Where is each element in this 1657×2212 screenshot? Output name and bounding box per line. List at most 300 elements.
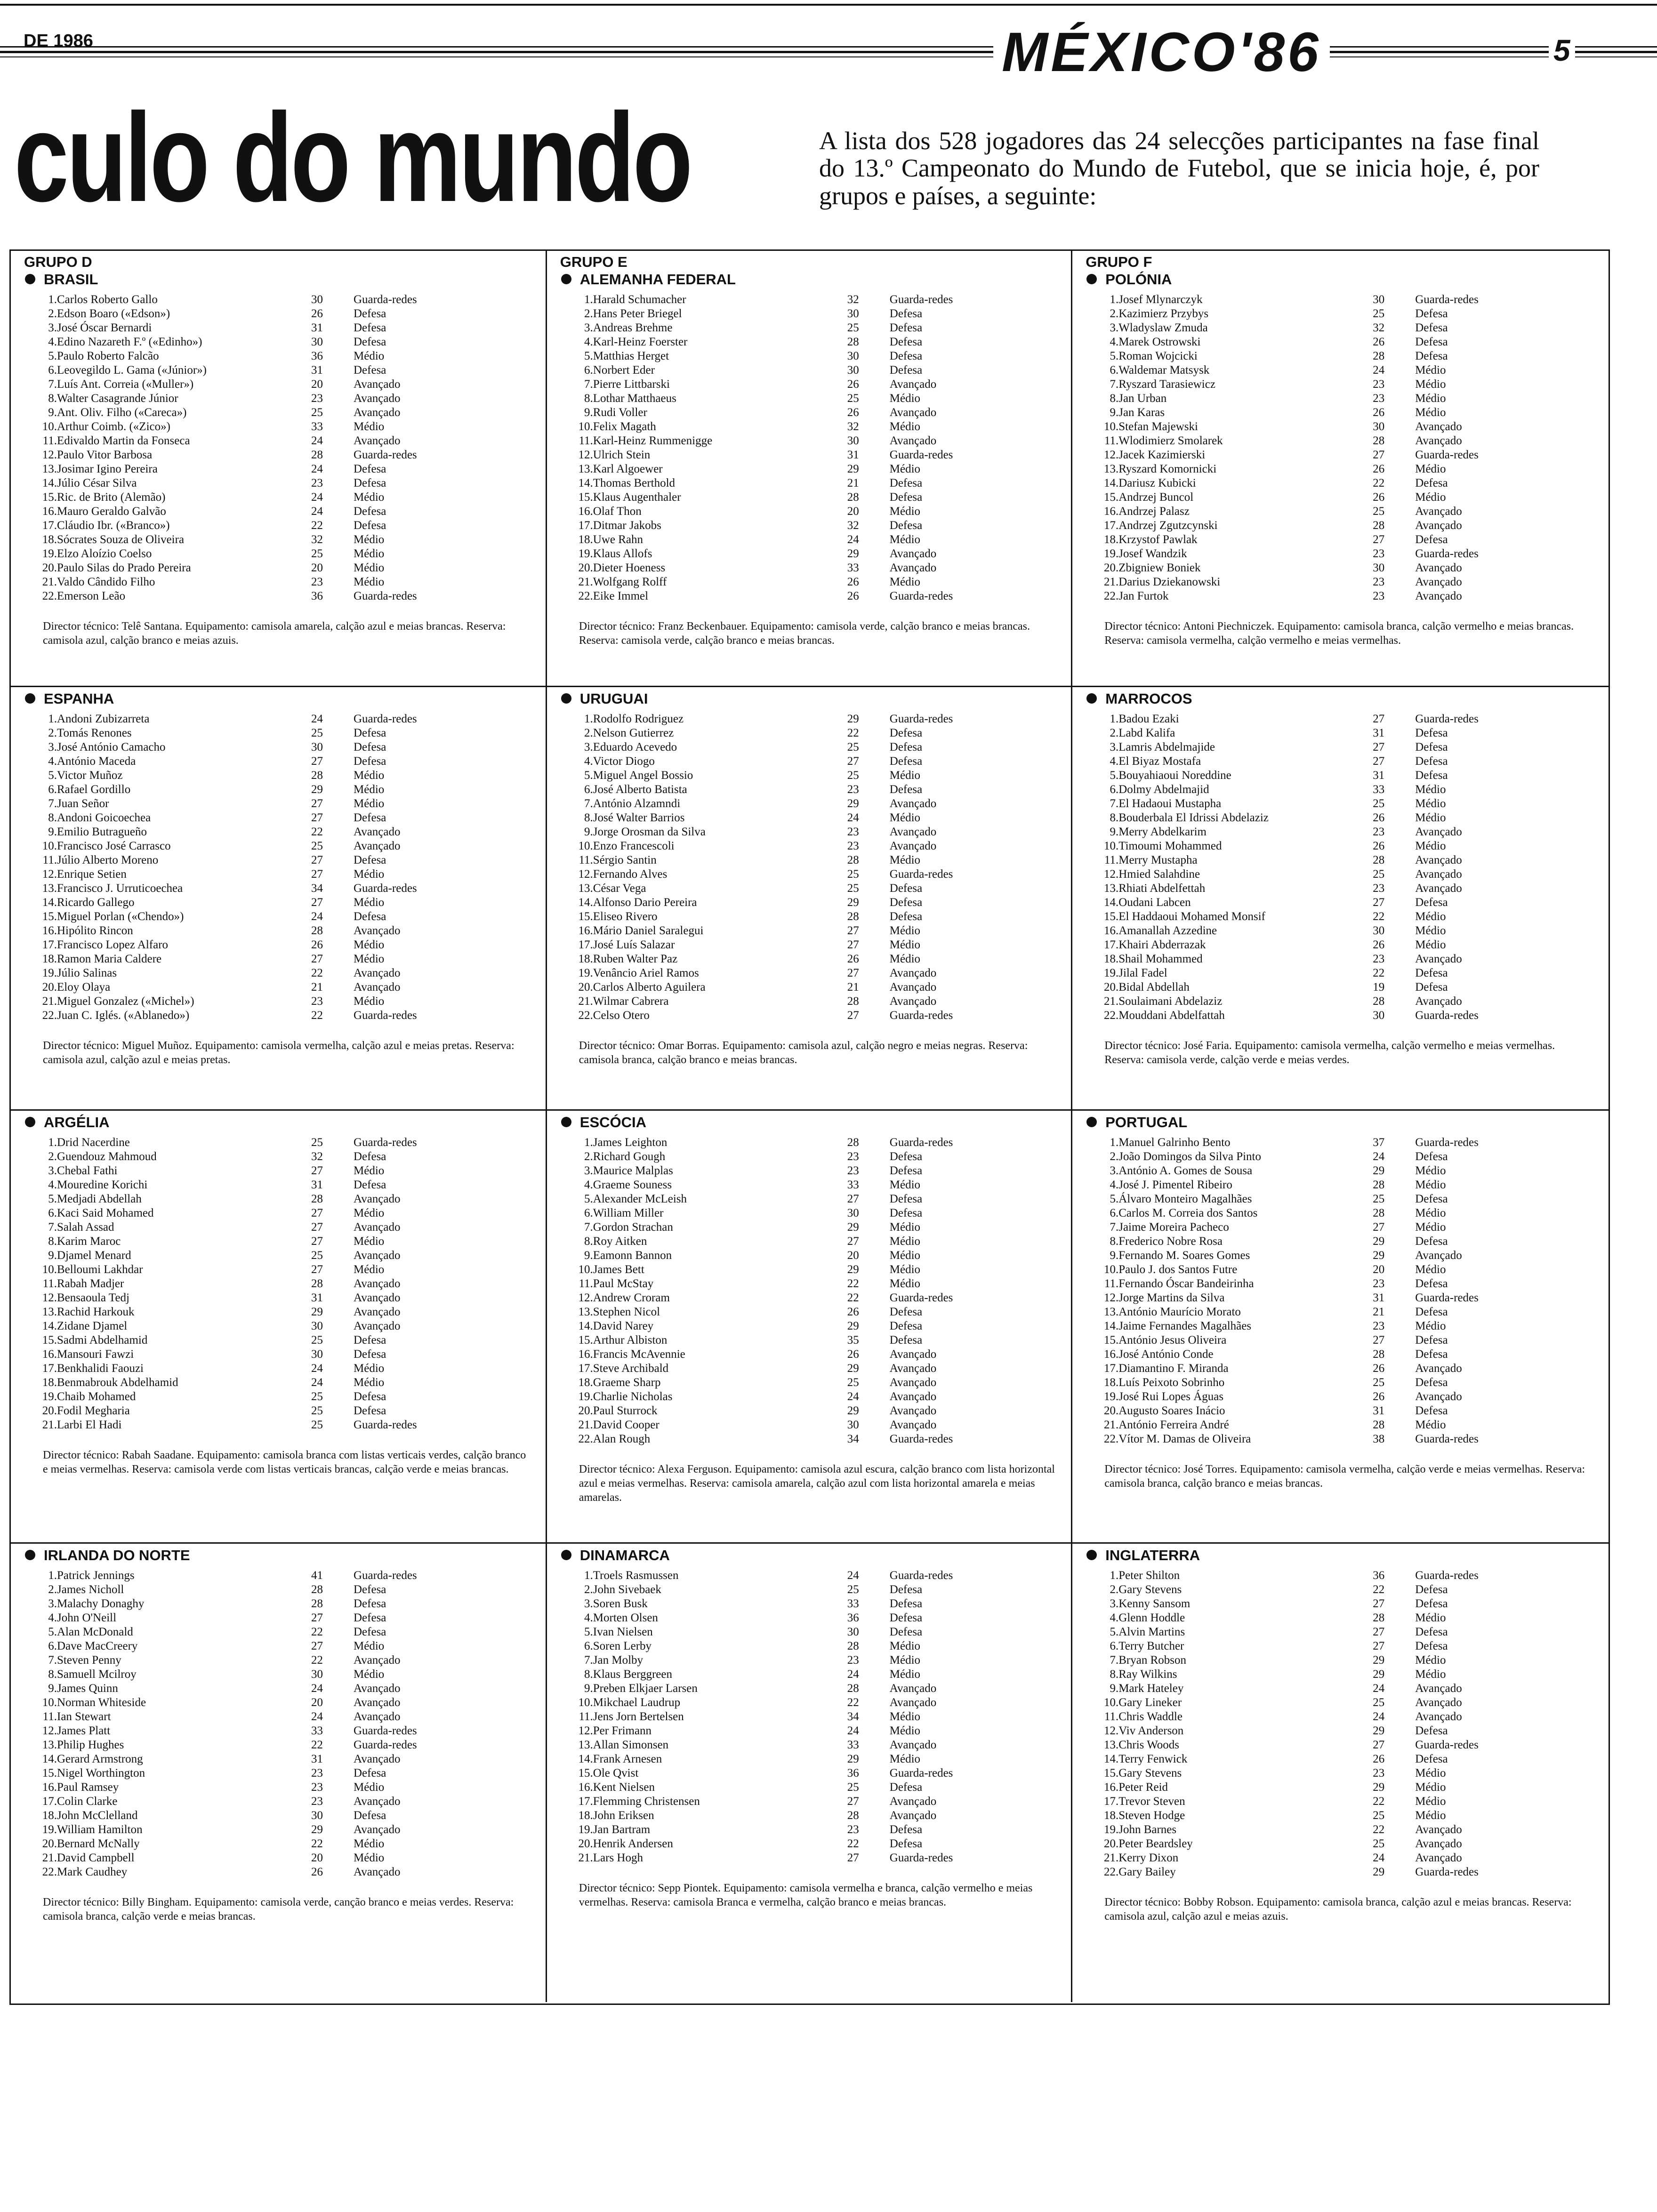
player-number: 17. — [1103, 1362, 1119, 1375]
player-row — [24, 1404, 533, 1418]
player-age: 31 — [311, 321, 323, 334]
player-position: Médio — [1415, 1419, 1446, 1432]
player-row — [560, 1625, 1059, 1639]
player-row — [560, 1432, 1059, 1446]
player-name: Mark Caudhey — [57, 1866, 128, 1879]
player-position: Guarda-redes — [354, 1569, 417, 1582]
player-row — [560, 1234, 1059, 1249]
player-row — [24, 392, 533, 406]
player-number: 10. — [578, 1263, 593, 1276]
player-position: Defesa — [889, 307, 923, 320]
player-age: 29 — [847, 713, 859, 726]
player-position: Guarda-redes — [889, 448, 953, 461]
player-row — [24, 867, 533, 882]
player-row — [24, 434, 533, 448]
player-position: Defesa — [1415, 1306, 1448, 1319]
player-name: Badou Ezaki — [1118, 713, 1179, 726]
player-name: John McClelland — [57, 1809, 138, 1822]
player-name: Allan Simonsen — [593, 1739, 669, 1752]
player-row — [24, 994, 533, 1009]
player-row — [24, 1780, 533, 1795]
player-age: 25 — [847, 868, 859, 881]
team-box — [11, 1544, 547, 2002]
player-row — [1086, 1710, 1596, 1724]
player-row — [1086, 1418, 1596, 1432]
player-number: 13. — [578, 462, 593, 475]
player-row — [24, 1376, 533, 1390]
player-row — [24, 1305, 533, 1319]
player-age: 24 — [847, 811, 859, 825]
player-row — [1086, 867, 1596, 882]
player-name: José Luís Salazar — [593, 938, 675, 952]
player-name: Terry Butcher — [1118, 1640, 1184, 1653]
player-number: 3. — [48, 1164, 57, 1178]
player-age: 27 — [847, 938, 859, 952]
country-name: ESCÓCIA — [579, 1114, 647, 1130]
player-position: Defesa — [1415, 1334, 1448, 1347]
player-row — [1086, 1220, 1596, 1234]
player-name: Frederico Nobre Rosa — [1118, 1235, 1223, 1248]
player-age: 30 — [847, 307, 859, 320]
player-name: Emerson Leão — [57, 589, 126, 602]
player-row — [1086, 825, 1596, 839]
player-age: 27 — [311, 1611, 323, 1625]
player-name: El Biyaz Mostafa — [1118, 755, 1201, 768]
player-position: Avançado — [889, 1362, 937, 1375]
player-number: 3. — [48, 741, 57, 754]
player-name: António Maurício Morato — [1118, 1306, 1241, 1319]
player-position: Avançado — [354, 1291, 401, 1305]
player-position: Avançado — [354, 1866, 401, 1879]
player-age: 28 — [847, 1809, 859, 1822]
player-position: Defesa — [889, 349, 923, 362]
player-age: 31 — [311, 1753, 323, 1766]
player-name: Uwe Rahn — [593, 533, 643, 546]
player-position: Avançado — [354, 1320, 401, 1333]
player-position: Médio — [1415, 938, 1446, 952]
player-age: 23 — [847, 840, 859, 853]
player-row — [24, 754, 533, 769]
player-name: Paulo Silas do Prado Pereira — [57, 561, 191, 574]
player-position: Defesa — [354, 1348, 386, 1361]
player-row — [560, 1639, 1059, 1653]
player-position: Guarda-redes — [354, 448, 417, 461]
player-row — [24, 1597, 533, 1611]
player-name: José António Camacho — [57, 741, 166, 754]
player-row — [24, 938, 533, 952]
player-name: Chris Woods — [1118, 1739, 1180, 1752]
player-row — [560, 1583, 1059, 1597]
player-name: Rhiati Abdelfettah — [1118, 882, 1206, 895]
player-age: 28 — [847, 910, 859, 923]
player-age: 22 — [311, 1739, 323, 1752]
player-number: 13. — [578, 882, 593, 895]
player-number: 19. — [1103, 547, 1119, 560]
player-name: Carlos Roberto Gallo — [57, 293, 158, 306]
player-row — [560, 1418, 1059, 1432]
player-number: 1. — [584, 293, 593, 306]
player-position: Médio — [889, 575, 921, 588]
player-age: 30 — [311, 741, 323, 754]
player-name: Pierre Littbarski — [593, 377, 670, 391]
player-number: 20. — [42, 1837, 57, 1851]
player-name: Edino Nazareth F.º («Edinho») — [57, 335, 202, 348]
player-age: 24 — [311, 505, 323, 518]
player-row — [24, 769, 533, 783]
player-position: Defesa — [889, 1823, 923, 1836]
player-position: Médio — [354, 1851, 385, 1865]
player-age: 31 — [1373, 1404, 1385, 1418]
player-position: Defesa — [354, 519, 386, 532]
player-name: Karl-Heinz Foerster — [593, 335, 688, 348]
player-row — [24, 1249, 533, 1263]
player-number: 14. — [42, 476, 57, 489]
player-age: 23 — [847, 783, 859, 796]
player-number: 2. — [48, 1150, 57, 1163]
player-number: 5. — [584, 769, 593, 782]
player-name: Diamantino F. Miranda — [1118, 1362, 1229, 1375]
player-number: 19. — [578, 547, 593, 560]
player-number: 13. — [1103, 1739, 1119, 1752]
player-number: 10. — [42, 840, 57, 853]
player-name: Roy Aitken — [593, 1235, 647, 1248]
player-row — [24, 1009, 533, 1023]
country-heading — [24, 1114, 533, 1131]
player-age: 31 — [311, 363, 323, 377]
player-name: Dave MacCreery — [57, 1640, 138, 1653]
player-position: Médio — [889, 533, 921, 546]
bullet-icon — [25, 274, 35, 284]
player-position: Guarda-redes — [354, 1739, 417, 1752]
masthead — [0, 0, 1657, 83]
player-number: 13. — [42, 1306, 57, 1319]
player-age: 24 — [847, 1569, 859, 1582]
player-position: Avançado — [1415, 854, 1462, 867]
player-name: Merry Abdelkarim — [1118, 825, 1207, 839]
player-table — [1086, 1136, 1596, 1446]
player-table — [1086, 712, 1596, 1023]
player-age: 27 — [1373, 533, 1385, 546]
player-row — [24, 462, 533, 476]
player-position: Médio — [1415, 462, 1446, 475]
player-row — [24, 1837, 533, 1851]
player-age: 28 — [311, 1583, 323, 1596]
player-name: José J. Pimentel Ribeiro — [1118, 1178, 1232, 1192]
player-age: 22 — [311, 519, 323, 532]
player-row — [560, 1390, 1059, 1404]
player-number: 9. — [48, 406, 57, 419]
player-name: Peter Reid — [1118, 1781, 1168, 1794]
player-age: 27 — [311, 896, 323, 909]
player-row — [1086, 335, 1596, 349]
player-number: 1. — [48, 713, 57, 726]
player-age: 20 — [311, 561, 323, 574]
player-position: Médio — [354, 995, 385, 1008]
player-name: Marek Ostrowski — [1118, 335, 1201, 348]
player-position: Médio — [889, 1753, 921, 1766]
player-number: 21. — [578, 995, 593, 1008]
player-row — [1086, 1178, 1596, 1192]
player-age: 23 — [1373, 392, 1385, 405]
player-table — [24, 1569, 533, 1879]
player-number: 22. — [578, 1433, 593, 1446]
player-row — [560, 1766, 1059, 1780]
player-number: 12. — [42, 1724, 57, 1738]
player-number: 16. — [1103, 1781, 1119, 1794]
player-name: António Jesus Oliveira — [1118, 1334, 1227, 1347]
player-number: 12. — [1103, 1291, 1119, 1305]
player-number: 13. — [578, 1306, 593, 1319]
player-number: 19. — [1103, 1823, 1119, 1836]
player-number: 2. — [584, 727, 593, 740]
player-row — [1086, 434, 1596, 448]
player-name: Ryszard Tarasiewicz — [1118, 377, 1215, 391]
player-row — [24, 1362, 533, 1376]
player-name: Richard Gough — [593, 1150, 666, 1163]
player-row — [1086, 1851, 1596, 1865]
player-row — [24, 1851, 533, 1865]
bullet-icon — [1086, 1117, 1097, 1127]
player-name: Ric. de Brito (Alemão) — [57, 490, 166, 504]
player-age: 26 — [311, 307, 323, 320]
player-row — [560, 462, 1059, 476]
player-name: Hipólito Rincon — [57, 924, 133, 938]
player-name: Miguel Angel Bossio — [593, 769, 693, 782]
player-name: Oudani Labcen — [1118, 896, 1191, 909]
player-row — [1086, 882, 1596, 896]
player-name: João Domingos da Silva Pinto — [1118, 1150, 1262, 1163]
player-name: Miguel Porlan («Chendo») — [57, 910, 184, 923]
player-row — [1086, 994, 1596, 1009]
player-position: Guarda-redes — [354, 1724, 417, 1738]
player-age: 27 — [311, 953, 323, 966]
player-age: 27 — [311, 1235, 323, 1248]
bullet-icon — [561, 693, 571, 704]
player-age: 22 — [311, 1009, 323, 1022]
player-age: 22 — [847, 1696, 859, 1709]
player-row — [560, 505, 1059, 519]
player-position: Médio — [354, 1668, 385, 1681]
player-age: 22 — [311, 825, 323, 839]
player-position: Defesa — [354, 811, 386, 825]
player-age: 37 — [1373, 1136, 1385, 1149]
player-row — [24, 575, 533, 589]
player-position: Avançado — [889, 967, 937, 980]
player-number: 15. — [1103, 910, 1119, 923]
team-box — [547, 1111, 1072, 1544]
player-number: 3. — [48, 321, 57, 334]
player-position: Defesa — [1415, 1150, 1448, 1163]
player-number: 11. — [42, 1277, 57, 1290]
player-number: 15. — [42, 1767, 57, 1780]
player-position: Avançado — [1415, 1837, 1462, 1851]
country-name: BRASIL — [44, 271, 98, 288]
player-row — [560, 1851, 1059, 1865]
player-name: Bryan Robson — [1118, 1654, 1186, 1667]
country-name: ESPANHA — [44, 690, 114, 707]
player-row — [560, 307, 1059, 321]
player-position: Guarda-redes — [889, 1136, 953, 1149]
player-age: 27 — [311, 1207, 323, 1220]
player-age: 27 — [1373, 448, 1385, 461]
player-name: Lamris Abdelmajide — [1118, 741, 1215, 754]
player-position: Defesa — [1415, 321, 1448, 334]
player-name: Alan Rough — [593, 1433, 651, 1446]
player-age: 28 — [1373, 1419, 1385, 1432]
player-number: 5. — [48, 1193, 57, 1206]
player-number: 8. — [1110, 1235, 1119, 1248]
player-position: Defesa — [889, 1306, 923, 1319]
player-row — [1086, 533, 1596, 547]
player-name: Mark Hateley — [1118, 1682, 1184, 1695]
player-age: 26 — [1373, 938, 1385, 952]
player-name: Peter Shilton — [1118, 1569, 1180, 1582]
player-row — [1086, 1653, 1596, 1667]
player-number: 17. — [578, 938, 593, 952]
player-number: 18. — [42, 533, 57, 546]
player-position: Defesa — [1415, 1193, 1448, 1206]
player-position: Guarda-redes — [1415, 1136, 1479, 1149]
player-age: 33 — [847, 1739, 859, 1752]
player-number: 15. — [42, 910, 57, 923]
player-name: Olaf Thon — [593, 505, 642, 518]
player-name: Edson Boaro («Edson») — [57, 307, 170, 320]
player-name: Klaus Augenthaler — [593, 490, 681, 504]
player-number: 17. — [578, 1795, 593, 1808]
player-name: Steven Hodge — [1118, 1809, 1185, 1822]
player-number: 4. — [1110, 755, 1119, 768]
player-age: 25 — [311, 727, 323, 740]
player-position: Avançado — [1415, 1696, 1462, 1709]
player-number: 17. — [1103, 1795, 1119, 1808]
player-name: Jan Bartram — [593, 1823, 651, 1836]
player-name: Eloy Olaya — [57, 981, 111, 994]
intro-paragraph: A lista dos 528 jogadores das 24 selecções participantes na fase final do 13.º Campeonato do Mundo de Futebol, que se inicia hoje, é, por grupos e países, a seguinte: — [819, 127, 1539, 210]
player-position: Avançado — [354, 924, 401, 938]
player-name: Stephen Nicol — [593, 1306, 660, 1319]
player-age: 26 — [1373, 335, 1385, 348]
player-number: 14. — [578, 1753, 593, 1766]
player-number: 11. — [1104, 1277, 1119, 1290]
player-position: Defesa — [889, 896, 923, 909]
player-position: Avançado — [354, 1710, 401, 1723]
player-row — [1086, 448, 1596, 462]
player-number: 6. — [584, 363, 593, 377]
player-name: James Bett — [593, 1263, 644, 1276]
player-age: 27 — [847, 967, 859, 980]
player-position: Defesa — [889, 1320, 923, 1333]
player-number: 15. — [42, 1334, 57, 1347]
player-row — [1086, 561, 1596, 575]
player-position: Avançado — [1415, 505, 1462, 518]
player-position: Defesa — [1415, 335, 1448, 348]
player-row — [24, 1795, 533, 1809]
player-age: 26 — [847, 1348, 859, 1361]
player-age: 22 — [1373, 1583, 1385, 1596]
player-name: Hans Peter Briegel — [593, 307, 682, 320]
player-number: 2. — [48, 727, 57, 740]
player-age: 27 — [311, 1164, 323, 1178]
player-name: David Campbell — [57, 1851, 135, 1865]
player-name: Vítor M. Damas de Oliveira — [1118, 1433, 1251, 1446]
player-row — [560, 293, 1059, 307]
player-position: Médio — [889, 462, 921, 475]
player-row — [24, 1667, 533, 1682]
player-name: Dieter Hoeness — [593, 561, 666, 574]
player-position: Avançado — [889, 561, 937, 574]
player-position: Defesa — [889, 321, 923, 334]
player-position: Avançado — [889, 1390, 937, 1403]
player-age: 30 — [847, 363, 859, 377]
player-row — [24, 1710, 533, 1724]
player-position: Médio — [354, 547, 385, 560]
player-number: 13. — [42, 882, 57, 895]
player-position: Avançado — [354, 1193, 401, 1206]
player-age: 26 — [311, 1866, 323, 1879]
player-age: 24 — [847, 533, 859, 546]
player-age: 34 — [847, 1433, 859, 1446]
player-number: 1. — [48, 1136, 57, 1149]
player-table — [24, 293, 533, 603]
player-number: 11. — [1104, 434, 1119, 447]
player-position: Defesa — [1415, 769, 1448, 782]
player-age: 26 — [847, 377, 859, 391]
player-row — [1086, 1809, 1596, 1823]
player-row — [560, 1277, 1059, 1291]
player-name: Luís Peixoto Sobrinho — [1118, 1376, 1225, 1389]
player-position: Médio — [1415, 406, 1446, 419]
player-age: 24 — [1373, 363, 1385, 377]
player-row — [24, 980, 533, 994]
player-age: 27 — [1373, 896, 1385, 909]
player-position: Guarda-redes — [1415, 547, 1479, 560]
player-name: António A. Gomes de Sousa — [1118, 1164, 1253, 1178]
player-position: Médio — [889, 1221, 921, 1234]
country-name: POLÓNIA — [1105, 271, 1172, 288]
player-number: 9. — [48, 1249, 57, 1262]
player-number: 15. — [578, 1767, 593, 1780]
player-position: Médio — [1415, 910, 1446, 923]
team-box — [11, 251, 547, 687]
player-age: 22 — [1373, 967, 1385, 980]
player-row — [24, 1823, 533, 1837]
player-number: 9. — [584, 1682, 593, 1695]
bullet-icon — [1086, 693, 1097, 704]
player-row — [24, 853, 533, 867]
player-age: 28 — [1373, 1611, 1385, 1625]
player-number: 4. — [1110, 335, 1119, 348]
player-position: Médio — [889, 769, 921, 782]
player-number: 19. — [42, 967, 57, 980]
group-label: GRUPO E — [560, 254, 627, 270]
player-name: Gary Lineker — [1118, 1696, 1182, 1709]
player-row — [24, 547, 533, 561]
player-age: 29 — [1373, 1164, 1385, 1178]
player-position: Avançado — [1415, 1390, 1462, 1403]
player-number: 12. — [578, 448, 593, 461]
player-age: 29 — [311, 1306, 323, 1319]
player-name: Jens Jorn Bertelsen — [593, 1710, 684, 1723]
country-heading — [24, 271, 533, 288]
player-name: Salah Assad — [57, 1221, 114, 1234]
player-number: 22. — [578, 1009, 593, 1022]
player-row — [24, 1150, 533, 1164]
player-name: Bensaoula Tedj — [57, 1291, 130, 1305]
player-number: 19. — [578, 1823, 593, 1836]
player-name: Nigel Worthington — [57, 1767, 145, 1780]
player-number: 7. — [584, 797, 593, 810]
player-number: 15. — [578, 490, 593, 504]
